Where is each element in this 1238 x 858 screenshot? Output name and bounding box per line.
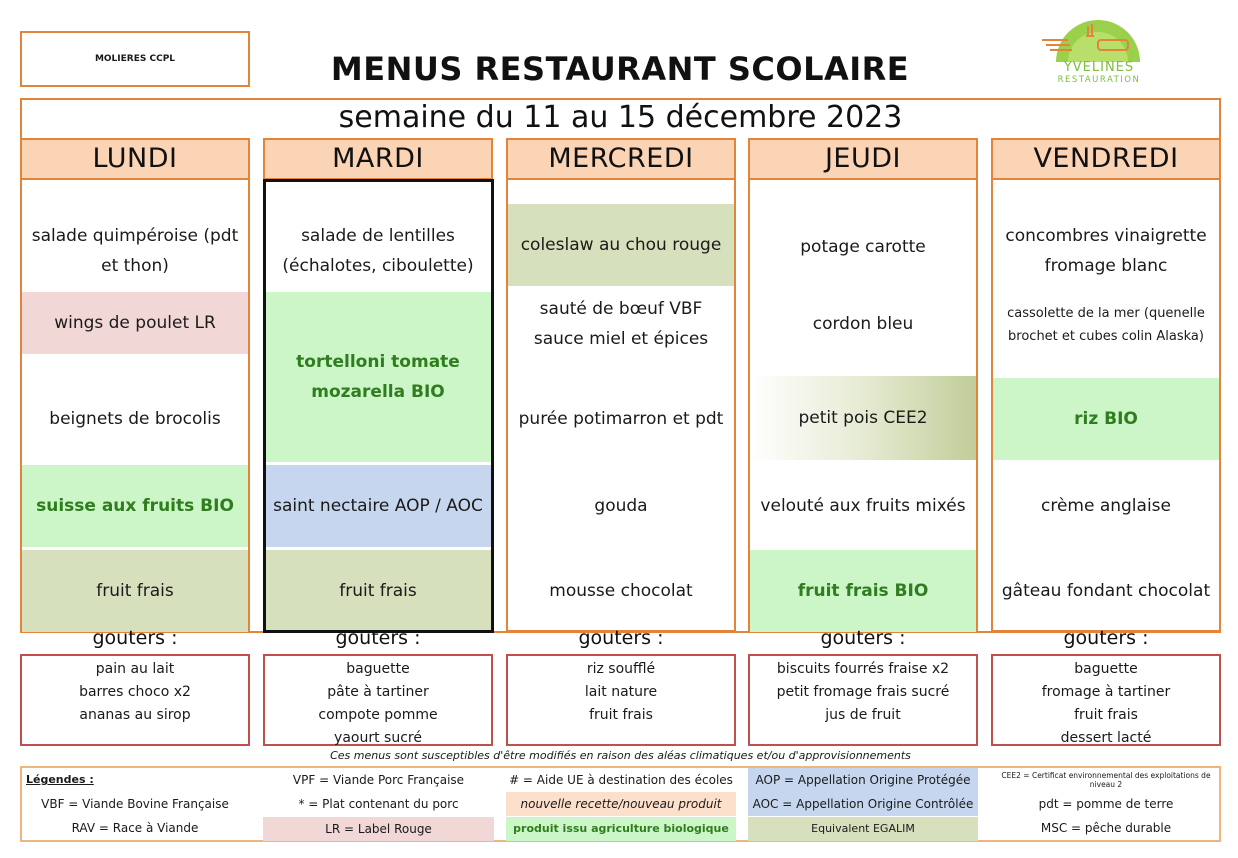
gouter-item: baguette (1074, 661, 1138, 677)
menu-entree: salade de lentilles (échalotes, ciboulette) (282, 226, 474, 276)
menu-dessert: fruit frais BIO (750, 550, 976, 632)
gouters-title: gouters : (92, 627, 178, 649)
day-header: MERCREDI (508, 140, 734, 180)
menu-dessert: fruit frais (22, 550, 248, 632)
day-column-lundi (20, 138, 250, 632)
menu-accompagnement: petit pois CEE2 (750, 376, 976, 460)
gouter-item: ananas au sirop (79, 707, 191, 723)
menu-laitage: saint nectaire AOP / AOC (265, 465, 491, 547)
legend-vbf: VBF = Viande Bovine Française (41, 797, 229, 811)
gouter-item: jus de fruit (825, 707, 901, 723)
menu-plat: tortelloni tomate mozarella BIO (265, 292, 491, 462)
menu-entree: potage carotte (800, 237, 926, 257)
day-column-jeudi (748, 138, 978, 632)
day-header: LUNDI (22, 140, 248, 180)
gouter-item: compote pomme (318, 707, 438, 723)
day-column-mercredi (506, 138, 736, 632)
legend-vpf: VPF = Viande Porc Française (292, 773, 465, 787)
menu-accompagnement: purée potimarron et pdt (518, 409, 724, 429)
legend-bio: produit issu agriculture biologique (506, 817, 736, 841)
legend-msc: MSC = pêche durable (1040, 821, 1172, 835)
gouter-item: dessert lacté (1060, 730, 1152, 746)
menu-laitage: velouté aux fruits mixés (760, 496, 966, 516)
menu-accompagnement: riz BIO (993, 378, 1219, 460)
day-header: VENDREDI (993, 140, 1219, 180)
legend-egalim: Equivalent EGALIM (748, 817, 978, 841)
legend-aide-ue: # = Aide UE à destination des écoles (509, 773, 733, 787)
legend-porc: * = Plat contenant du porc (298, 797, 459, 811)
gouter-item: biscuits fourrés fraise x2 (776, 661, 950, 677)
legend-aoc: AOC = Appellation Origine Contrôlée (748, 792, 978, 816)
gouter-item: riz soufflé (586, 661, 656, 677)
yvelines-restauration-logo (1038, 18, 1160, 88)
menu-dessert: mousse chocolat (549, 581, 693, 601)
gouter-item: pain au lait (95, 661, 175, 677)
legend-cee2: CEE2 = Certificat environnemental des exploitations de niveau 2 (1001, 771, 1211, 789)
menu-plat: cassolette de la mer (quenelle brochet et cubes colin Alaska) (1007, 306, 1205, 344)
logo-emblem-icon (1038, 18, 1160, 62)
menu-entree: salade quimpéroise (pdt et thon) (31, 226, 239, 276)
gouters-box-mardi (263, 654, 493, 746)
school-name-box (20, 31, 250, 87)
legend-title: Légendes : (26, 773, 94, 786)
legend-nouvelle-recette: nouvelle recette/nouveau produit (506, 792, 736, 816)
menu-entree: coleslaw au chou rouge (508, 204, 734, 286)
menu-plat: sauté de bœuf VBF sauce miel et épices (533, 299, 709, 349)
menu-dessert: fruit frais (265, 550, 491, 632)
legend-label-rouge: LR = Label Rouge (263, 817, 494, 841)
gouters-box-mercredi (506, 654, 736, 746)
legend-aop: AOP = Appellation Origine Protégée (748, 768, 978, 792)
menu-laitage: gouda (594, 496, 648, 516)
gouter-item: petit fromage frais sucré (776, 684, 950, 700)
page-title: MENUS RESTAURANT SCOLAIRE (330, 50, 910, 88)
legend-rav: RAV = Race à Viande (71, 821, 199, 835)
gouter-item: fruit frais (589, 707, 653, 723)
logo-sub-text: RESTAURATION (1057, 75, 1141, 85)
menu-plat: wings de poulet LR (22, 292, 248, 354)
gouter-item: lait nature (584, 684, 658, 700)
day-header: MARDI (265, 140, 491, 180)
menu-laitage: suisse aux fruits BIO (22, 465, 248, 547)
gouter-item: fruit frais (1074, 707, 1138, 723)
gouters-title: gouters : (578, 627, 664, 649)
week-title: semaine du 11 au 15 décembre 2023 (338, 100, 903, 135)
gouters-title: gouters : (335, 627, 421, 649)
gouter-item: yaourt sucré (334, 730, 422, 746)
gouter-item: pâte à tartiner (327, 684, 429, 700)
logo-brand-text: YVELINES (1063, 60, 1135, 75)
day-column-mardi (263, 138, 493, 632)
menu-accompagnement: beignets de brocolis (49, 409, 221, 429)
menu-laitage: crème anglaise (1040, 496, 1171, 516)
gouters-box-jeudi (748, 654, 978, 746)
gouter-item: barres choco x2 (79, 684, 191, 700)
day-header: JEUDI (750, 140, 976, 180)
menu-entree: concombres vinaigrette fromage blanc (1005, 226, 1207, 276)
gouters-title: gouters : (820, 627, 906, 649)
gouters-title: gouters : (1063, 627, 1149, 649)
school-name: MOLIERES CCPL (94, 54, 176, 64)
disclaimer-note: Ces menus sont susceptibles d'être modifiés en raison des aléas climatiques et/ou d'approvisionnements (330, 749, 911, 762)
menu-plat: cordon bleu (812, 314, 914, 334)
gouters-box-lundi (20, 654, 250, 746)
menu-dessert: gâteau fondant chocolat (1001, 581, 1211, 601)
legend-pdt: pdt = pomme de terre (1038, 797, 1174, 811)
gouters-box-vendredi (991, 654, 1221, 746)
gouter-item: fromage à tartiner (1041, 684, 1171, 700)
day-column-vendredi (991, 138, 1221, 632)
gouter-item: baguette (346, 661, 410, 677)
